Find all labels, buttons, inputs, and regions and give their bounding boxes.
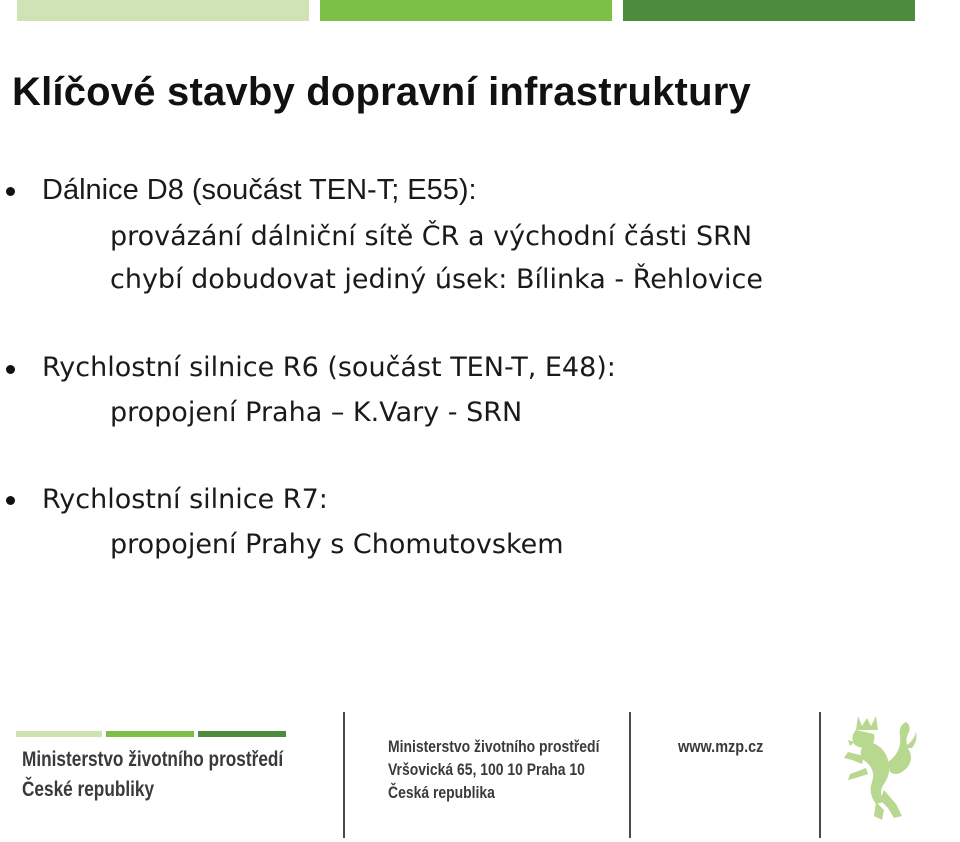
footer-bar-dark (198, 731, 286, 737)
website-link[interactable]: www.mzp.cz (678, 737, 764, 756)
footer-divider (343, 712, 345, 838)
bullet-heading: Rychlostní silnice R7: (42, 484, 328, 515)
bullet-line: provázání dálniční sítě ČR a východní části SRN (110, 221, 753, 252)
top-bar-dark (623, 0, 915, 21)
bullet-line: chybí dobudovat jediný úsek: Bílinka - Řehlovice (110, 264, 763, 295)
bullet-heading: Dálnice D8 (součást TEN-T; E55): (42, 174, 477, 206)
top-bar-mid (320, 0, 612, 21)
bullet-line: propojení Prahy s Chomutovskem (110, 529, 564, 560)
ministry-name-line: České republiky (22, 778, 155, 801)
top-bar-light (17, 0, 309, 21)
ministry-name-line: Ministerstvo životního prostředí (22, 748, 284, 771)
address-line: Vršovická 65, 100 10 Praha 10 (388, 760, 585, 779)
page-title: Klíčové stavby dopravní infrastruktury (12, 70, 751, 114)
address-line: Česká republika (388, 783, 495, 802)
bullet-marker (6, 187, 15, 196)
footer-bar-mid (106, 731, 194, 737)
bullet-marker (6, 496, 15, 505)
address-line: Ministerstvo životního prostředí (388, 737, 600, 756)
footer-address (388, 735, 599, 804)
bullet-line: propojení Praha – K.Vary - SRN (110, 397, 523, 428)
czech-lion-icon (840, 712, 920, 824)
bullet-heading: Rychlostní silnice R6 (součást TEN-T, E48): (42, 352, 616, 383)
footer-divider (819, 712, 821, 838)
bullet-marker (6, 365, 15, 374)
footer-bar-light (16, 731, 102, 737)
ministry-name (22, 745, 283, 805)
footer-divider (629, 712, 631, 838)
